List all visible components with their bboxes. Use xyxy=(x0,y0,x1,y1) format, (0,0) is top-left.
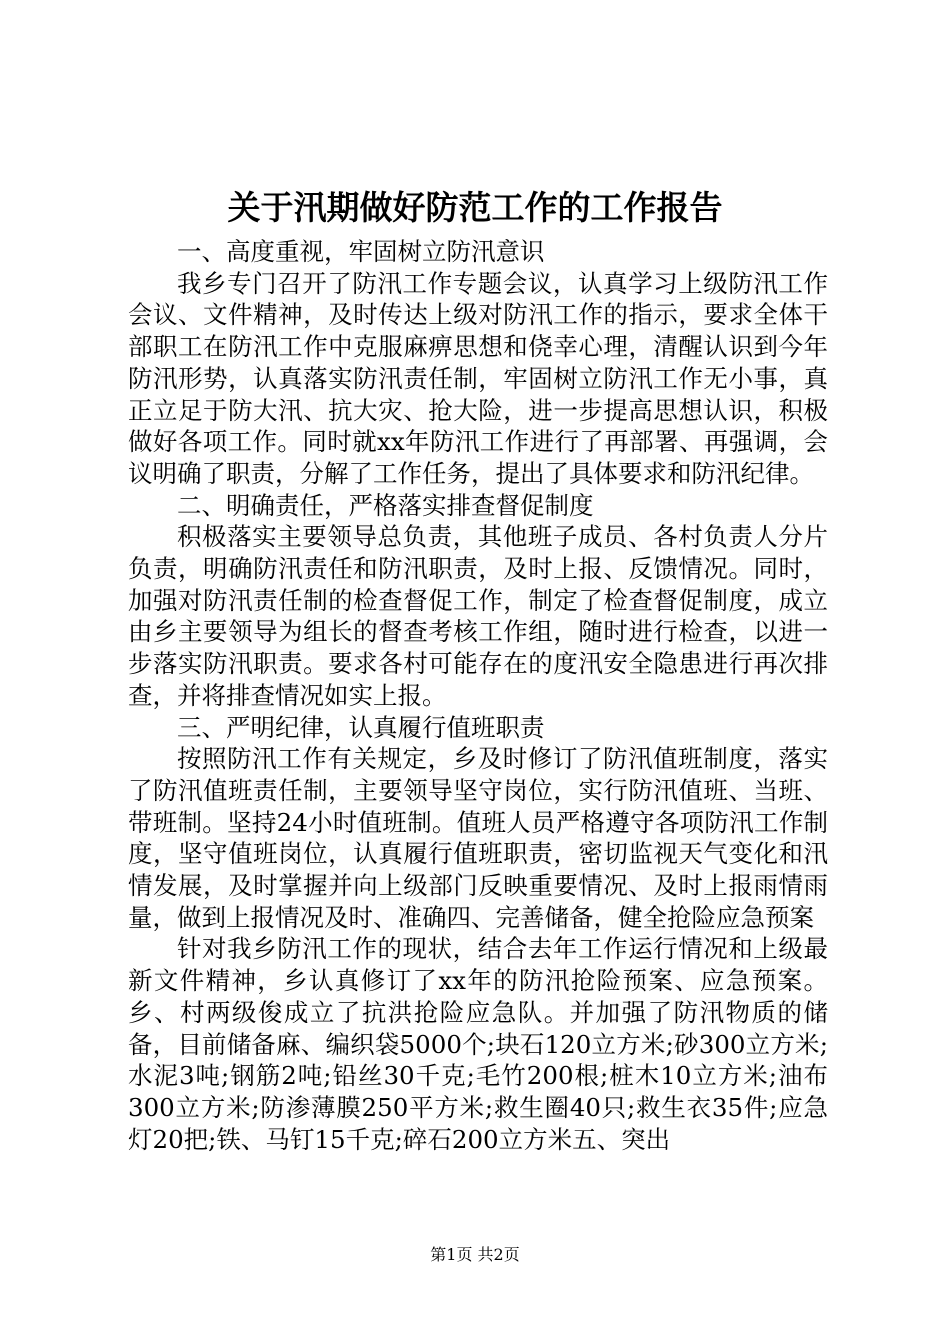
page-footer: 第1页 共2页 xyxy=(430,1245,520,1264)
document-title: 关于汛期做好防范工作的工作报告 xyxy=(227,188,723,227)
paragraph-3: 按照防汛工作有关规定，乡及时修订了防汛值班制度，落实了防汛值班责任制，主要领导坚守岗位，实行防汛值班、当班、带班制。坚持24小时值班制。值班人员严格遵守各项防汛工作制度，坚守值班岗位，认真履行值班职责，密切监视天气变化和汛情发展，及时掌握并向上级部门反映重要情况、及时上报雨情雨量，做到上报情况及时、准确四、完善储备，健全抢险应急预案 xyxy=(128,744,828,932)
paragraph-2: 积极落实主要领导总负责，其他班子成员、各村负责人分片负责，明确防汛责任和防汛职责，及时上报、反馈情况。同时，加强对防汛责任制的检查督促工作，制定了检查督促制度，成立由乡主要领导为组长的督查考核工作组，随时进行检查，以进一步落实防汛职责。要求各村可能存在的度汛安全隐患进行再次排查，并将排查情况如实上报。 xyxy=(128,522,828,710)
section-heading-2: 二、明确责任，严格落实排查督促制度 xyxy=(177,490,594,520)
paragraph-1: 我乡专门召开了防汛工作专题会议，认真学习上级防汛工作会议、文件精神，及时传达上级对防汛工作的指示，要求全体干部职工在防汛工作中克服麻痹思想和侥幸心理，清醒认识到今年防汛形势，认真落实防汛责任制，牢固树立防汛工作无小事，真正立足于防大汛、抗大灾、抢大险，进一步提高思想认识，积极做好各项工作。同时就xx年防汛工作进行了再部署、再强调，会议明确了职责，分解了工作任务，提出了具体要求和防汛纪律。 xyxy=(128,268,828,488)
paragraph-4: 针对我乡防汛工作的现状，结合去年工作运行情况和上级最新文件精神，乡认真修订了xx年的防汛抢险预案、应急预案。乡、村两级俊成立了抗洪抢险应急队。并加强了防汛物质的储备，目前储备麻、编织袋5000个;块石120立方米;砂300立方米;水泥3吨;钢筋2吨;铅丝30千克;毛竹200根;桩木10立方米;油布300立方米;防渗薄膜250平方米;救生圈40只;救生衣35件;应急灯20把;铁、马钉15千克;碎石200立方米五、突出 xyxy=(128,934,828,1154)
document-body xyxy=(128,236,828,1155)
section-heading-1: 一、高度重视，牢固树立防汛意识 xyxy=(177,237,545,266)
section-heading-3: 三、严明纪律，认真履行值班职责 xyxy=(177,712,545,742)
